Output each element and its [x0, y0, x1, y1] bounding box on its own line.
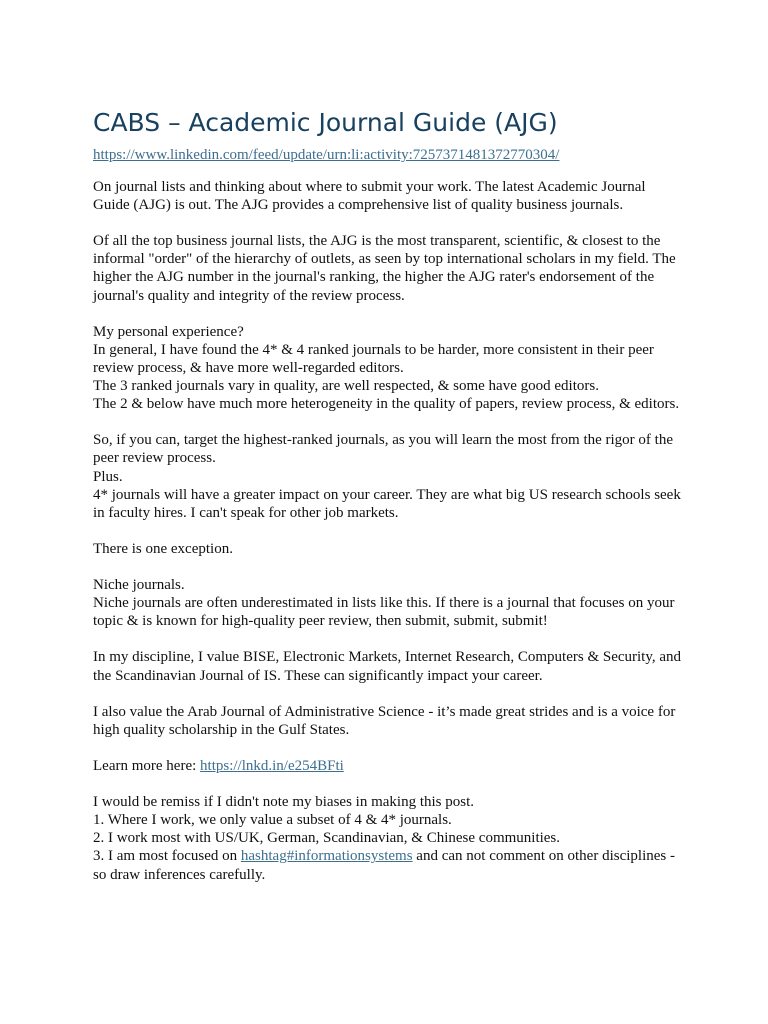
paragraph-personal-experience	[93, 323, 683, 413]
niche-heading-line: Niche journals.	[93, 577, 185, 594]
plus-line: Plus.	[93, 468, 123, 485]
bias-item-2: 2. I work most with US/UK, German, Scandinavian, & Chinese communities.	[93, 830, 561, 847]
experience-3ranked: The 3 ranked journals vary in quality, are well respected, & some have good editors.	[93, 378, 599, 395]
document-page	[93, 106, 683, 902]
paragraph-arab-journal: I also value the Arab Journal of Administrative Science - it’s made great strides and is a voice for high quality scholarship in the Gulf States.	[93, 703, 676, 738]
hashtag-link[interactable]: hashtag#informationsystems	[240, 848, 413, 865]
document-body	[93, 178, 683, 884]
experience-question: My personal experience?	[93, 323, 244, 340]
bias-item-3	[93, 847, 683, 883]
experience-2below: The 2 & below have much more heterogeneity in the quality of papers, review process, & editors.	[93, 396, 680, 413]
paragraph-discipline: In my discipline, I value BISE, Electronic Markets, Internet Research, Computers & Security, and the Scandinavian Journal of IS. These can significantly impact your career.	[93, 649, 682, 684]
target-highest-line: So, if you can, target the highest-ranked journals, as you will learn the most from the rigor of the peer review process.	[93, 432, 673, 467]
paragraph-ajg-transparency: Of all the top business journal lists, the AJG is the most transparent, scientific, & closest to the informal "order" of the hierarchy of outlets, as seen by top international scholars in my field. The higher the AJG number in the journal's ranking, the higher the AJG rater's endorsement of the journal's quality and integrity of the review process.	[93, 233, 676, 304]
biases-intro: I would be remiss if I didn't note my biases in making this post.	[93, 794, 474, 811]
bias-item-3-prefix: 3. I am most focused on	[93, 848, 241, 865]
source-link[interactable]: https://www.linkedin.com/feed/update/urn:li:activity:7257371481372770304/	[93, 147, 560, 163]
career-impact-line: 4* journals will have a greater impact on your career. They are what big US research schools seek in faculty hires. I can't speak for other job markets.	[93, 486, 681, 521]
learn-more-link[interactable]: https://lnkd.in/e254BFti	[200, 758, 344, 774]
paragraph-biases	[93, 793, 683, 883]
document-title: CABS – Academic Journal Guide (AJG)	[93, 108, 558, 137]
paragraph-exception: There is one exception.	[93, 540, 233, 557]
paragraph-learn-more	[93, 757, 683, 775]
paragraph-intro: On journal lists and thinking about where to submit your work. The latest Academic Journal Guide (AJG) is out. The AJG provides a comprehensive list of quality business journals.	[93, 179, 646, 214]
niche-detail-line: Niche journals are often underestimated in lists like this. If there is a journal that focuses on your topic & is known for high-quality peer review, then submit, submit, submit!	[93, 595, 675, 630]
paragraph-niche	[93, 576, 683, 630]
bias-item-1: 1. Where I work, we only value a subset of 4 & 4* journals.	[93, 812, 452, 829]
experience-4star: In general, I have found the 4* & 4 ranked journals to be harder, more consistent in their peer review process, & have more well-regarded editors.	[93, 341, 654, 376]
bias-item-3-suffix: and can not comment on other disciplines - so draw inferences carefully.	[93, 848, 675, 883]
paragraph-target-highest	[93, 431, 683, 521]
learn-more-label: Learn more here:	[93, 758, 201, 774]
